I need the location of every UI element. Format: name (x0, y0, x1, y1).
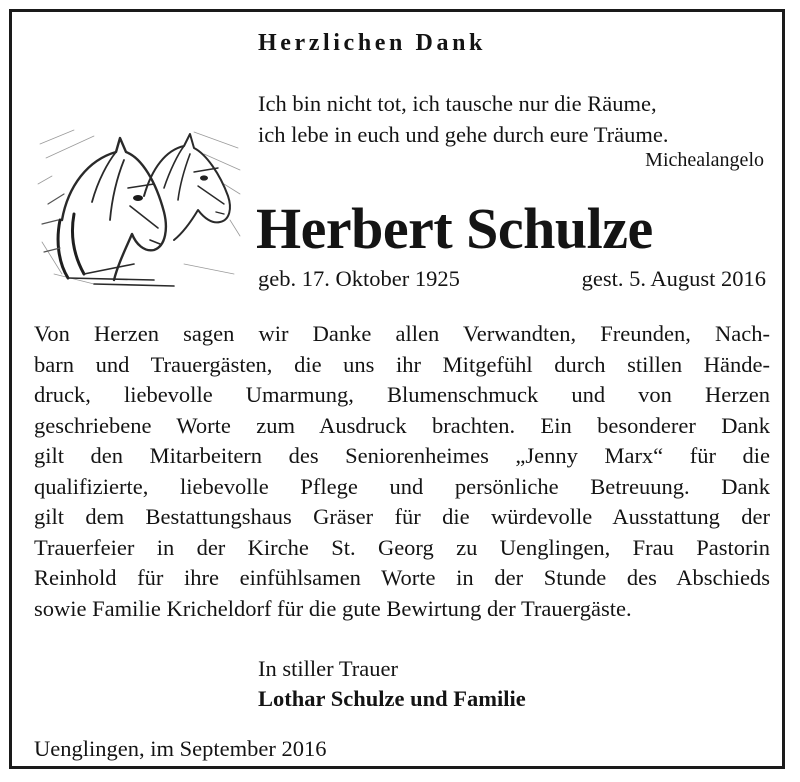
thanks-message (34, 319, 770, 624)
text-line: qualifizierte, liebevolle Pflege und persönliche Betreuung. Dank (34, 473, 770, 499)
place-date: Uenglingen, im September 2016 (34, 736, 327, 761)
two-horses-drawing-icon (34, 124, 244, 292)
text-line: Von Herzen sagen wir Danke allen Verwandten, Freunden, Nach- (34, 321, 770, 346)
death-date: gest. 5. August 2016 (581, 266, 766, 291)
deceased-name: Herbert Schulze (256, 196, 653, 261)
text-line: gilt dem Bestattungshaus Gräser für die würdevolle Ausstattung der (34, 504, 770, 529)
text-line: sowie Familie Kricheldorf für die gute Bewirtung der Trauergäste. (34, 595, 632, 621)
birth-date: geb. 17. Oktober 1925 (258, 266, 460, 291)
text-line: barn und Trauergästen, die uns ihr Mitgefühl durch stillen Hände- (34, 351, 770, 377)
obituary-notice (9, 9, 785, 769)
text-line: geschriebene Worte zum Ausdruck brachten. Ein besonderer Dank (34, 412, 770, 438)
text-line: Reinhold für ihre einfühlsamen Worte in der Stunde des Abschieds (34, 565, 770, 590)
family-signature: Lothar Schulze und Familie (258, 686, 526, 711)
mourning-note: In stiller Trauer (258, 656, 398, 681)
poem-author: Michealangelo (645, 149, 764, 171)
text-line: druck, liebevolle Umarmung, Blumenschmuck und von Herzen (34, 382, 770, 407)
text-line: gilt den Mitarbeitern des Seniorenheimes „Jenny Marx“ für die (34, 443, 770, 468)
text-line: Trauerfeier in der Kirche St. Georg zu Uenglingen, Frau Pastorin (34, 534, 770, 560)
poem (258, 88, 669, 150)
poem-line: ich lebe in euch und gehe durch eure Träume. (258, 122, 669, 147)
heading: Herzlichen Dank (258, 30, 486, 56)
poem-line: Ich bin nicht tot, ich tausche nur die Räume, (258, 91, 657, 116)
